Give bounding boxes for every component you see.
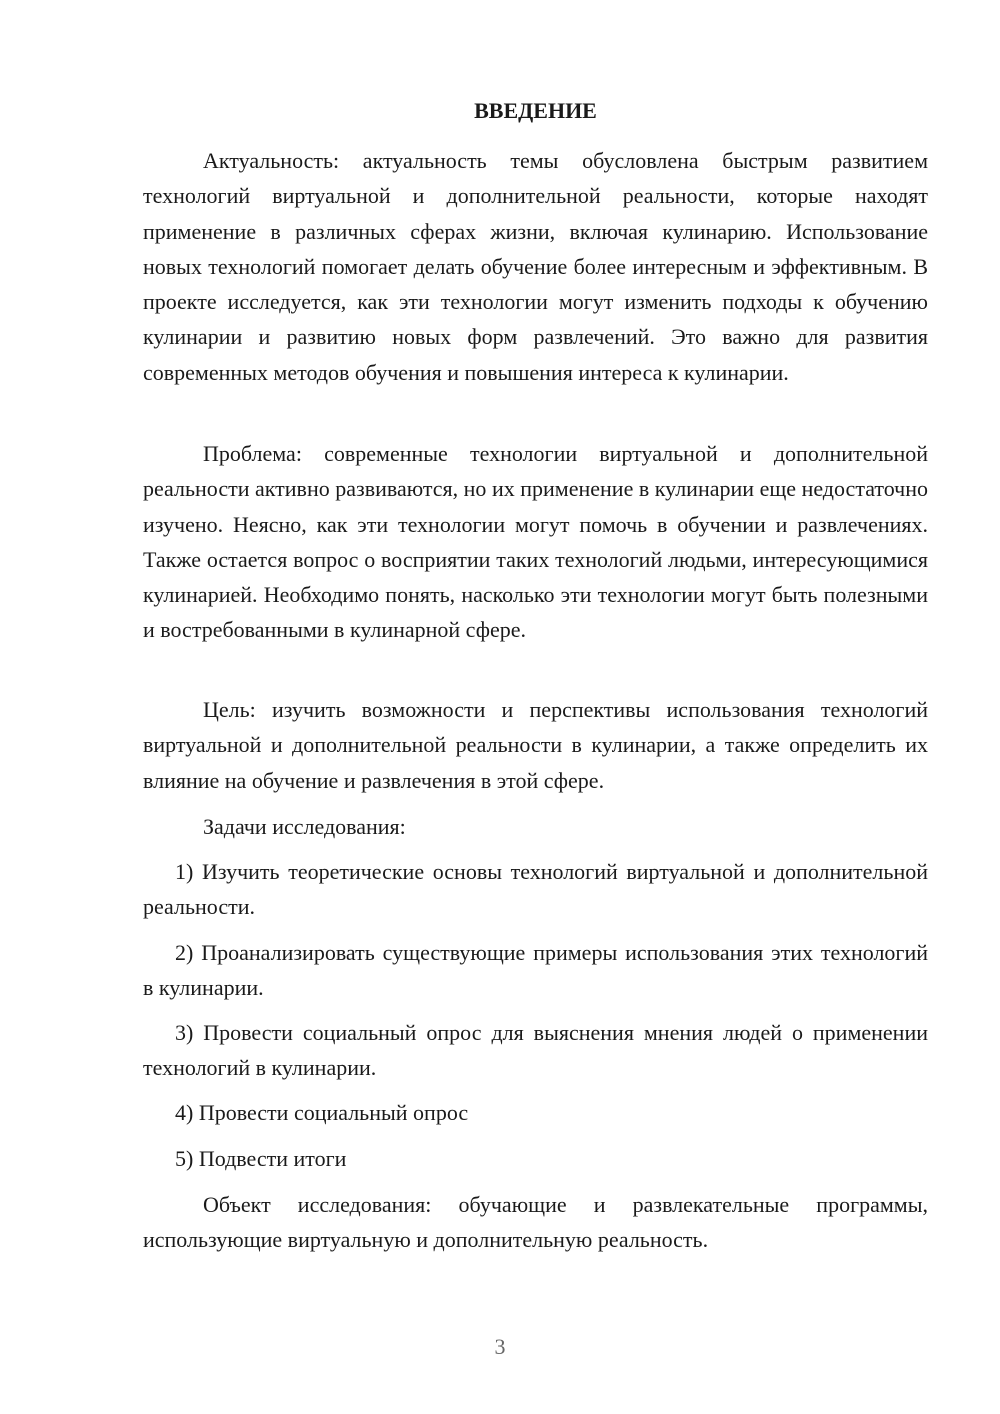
- paragraph-problem: Проблема: современные технологии виртуальной и дополнительной реальности активно развиваются, но их применение в кулинарии еще недостаточно изучено. Неясно, как эти технологии могут помочь в обучении и развлечениях. Также остается вопрос о восприятии таких технологий людьми, интересующимися кулинарией. Необходимо понять, насколько эти технологии могут быть полезными и востребованными в кулинарной сфере.: [143, 441, 928, 643]
- list-item-task-1: 1) Изучить теоретические основы технологий виртуальной и дополнительной реальности.: [143, 859, 928, 920]
- page-title: ВВЕДЕНИЕ: [474, 98, 597, 123]
- paragraph-relevance: Актуальность: актуальность темы обусловлена быстрым развитием технологий виртуальной и дополнительной реальности, которые находят применение в различных сферах жизни, включая кулинарию. Использование новых технологий помогает делать обучение более интересным и эффективным. В проекте исследуется, как эти технологии могут изменить подходы к обучению кулинарии и развитию новых форм развлечений. Это важно для развития современных методов обучения и повышения интереса к кулинарии.: [143, 148, 928, 385]
- list-item-task-5: 5) Подвести итоги: [175, 1146, 347, 1171]
- paragraph-goal: Цель: изучить возможности и перспективы использования технологий виртуальной и дополнительной реальности в кулинарии, а также определить их влияние на обучение и развлечения в этой сфере.: [143, 697, 928, 793]
- paragraph-object: Объект исследования: обучающие и развлекательные программы, использующие виртуальную и дополнительную реальность.: [143, 1192, 928, 1253]
- paragraph-tasks-heading: Задачи исследования:: [203, 814, 406, 839]
- page-number: 3: [494, 1334, 506, 1359]
- list-item-task-3: 3) Провести социальный опрос для выяснения мнения людей о применении технологий в кулинарии.: [143, 1020, 928, 1081]
- list-item-task-4: 4) Провести социальный опрос: [175, 1100, 469, 1125]
- list-item-task-2: 2) Проанализировать существующие примеры использования этих технологий в кулинарии.: [143, 940, 928, 1001]
